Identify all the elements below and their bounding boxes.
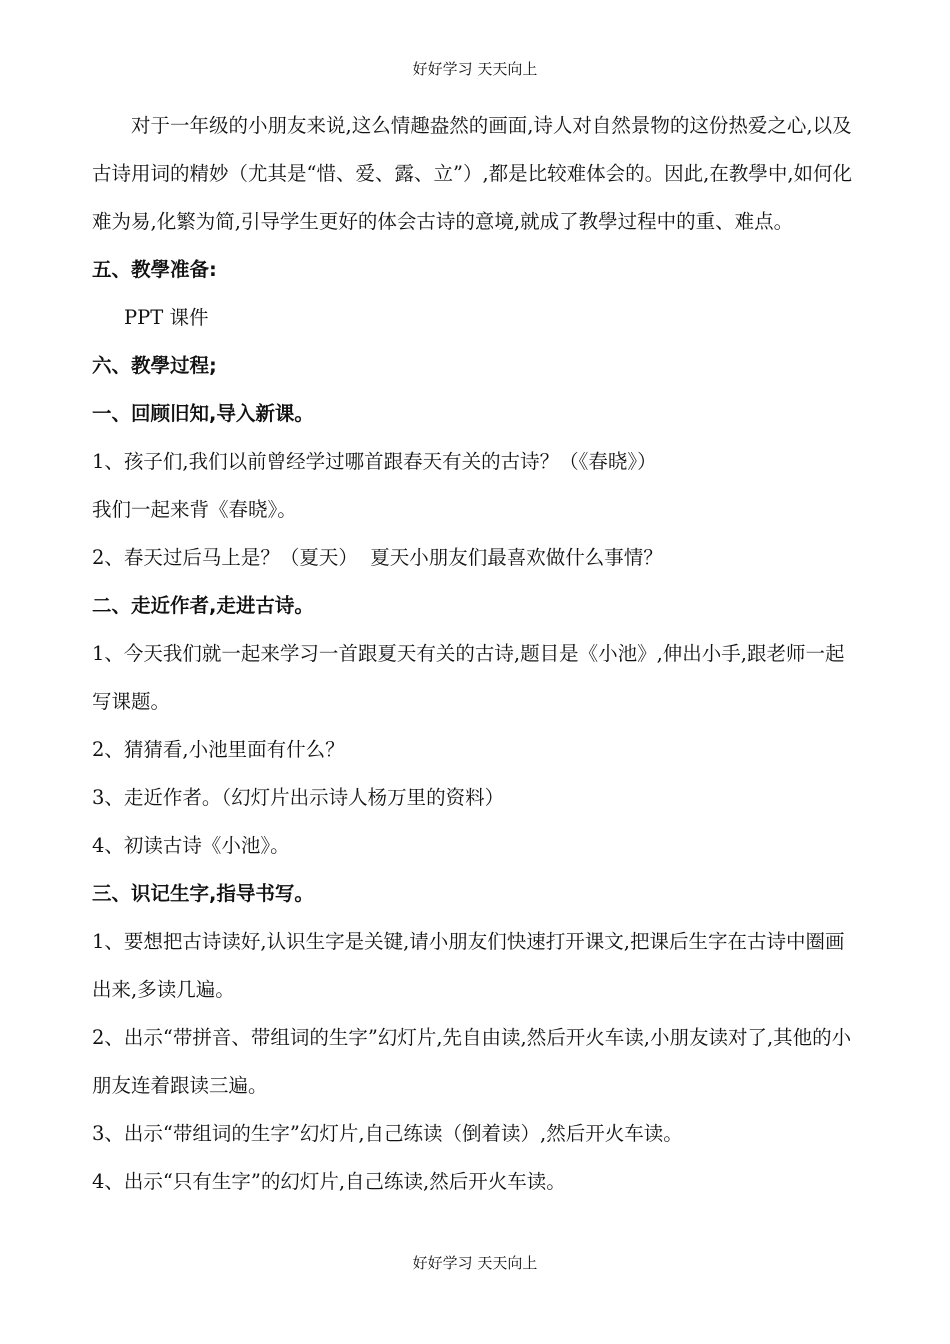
document-body <box>92 102 854 1206</box>
part-1-title: 一、回顾旧知,导入新课。 <box>92 402 314 425</box>
part-3-line: 4、出示“只有生字”的幻灯片,自己练读,然后开火车读。 <box>92 1170 566 1193</box>
part-3-title: 三、识记生字,指导书写。 <box>92 882 314 905</box>
intro-paragraph: 对于一年级的小朋友来说,这么情趣盎然的画面,诗人对自然景物的这份热爱之心,以及古诗用词的精妙（尤其是“惜、爱、露、立”）,都是比较难体会的。因此,在教學中,如何化难为易,化繁为简,引导学生更好的体会古诗的意境,就成了教學过程中的重、难点。 <box>92 114 853 233</box>
part-1-line: 2、春天过后马上是？（夏天） 夏天小朋友们最喜欢做什么事情？ <box>92 546 663 569</box>
part-2-line: 1、今天我们就一起来学习一首跟夏天有关的古诗,题目是《小池》,伸出小手,跟老师一起写课题。 <box>92 642 845 713</box>
part-3-line: 2、出示“带拼音、带组词的生字”幻灯片,先自由读,然后开火车读,小朋友读对了,其他的小朋友连着跟读三遍。 <box>92 1026 852 1097</box>
part-2-title: 二、走近作者,走进古诗。 <box>92 594 314 617</box>
page-footer: 好好学习 天天向上 <box>412 1254 538 1272</box>
part-2-line: 4、初读古诗《小池》。 <box>92 834 290 857</box>
part-1-line: 1、孩子们,我们以前曾经学过哪首跟春天有关的古诗？（《春晓》） <box>92 450 657 473</box>
part-3-line: 1、要想把古诗读好,认识生字是关键,请小朋友们快速打开课文,把课后生字在古诗中圈画出来,多读几遍。 <box>92 930 845 1001</box>
section-5-title: 五、教學准备: <box>92 258 217 281</box>
section-5-item: PPT 课件 <box>124 306 209 329</box>
part-3-line: 3、出示“带组词的生字”幻灯片,自己练读（倒着读）,然后开火车读。 <box>92 1122 683 1145</box>
part-2-line: 2、猜猜看,小池里面有什么？ <box>92 738 345 761</box>
part-2-line: 3、走近作者。（幻灯片出示诗人杨万里的资料） <box>92 786 505 809</box>
part-1-line: 我们一起来背《春晓》。 <box>92 498 297 521</box>
page-header: 好好学习 天天向上 <box>412 60 538 78</box>
section-6-title: 六、教學过程; <box>92 354 217 377</box>
